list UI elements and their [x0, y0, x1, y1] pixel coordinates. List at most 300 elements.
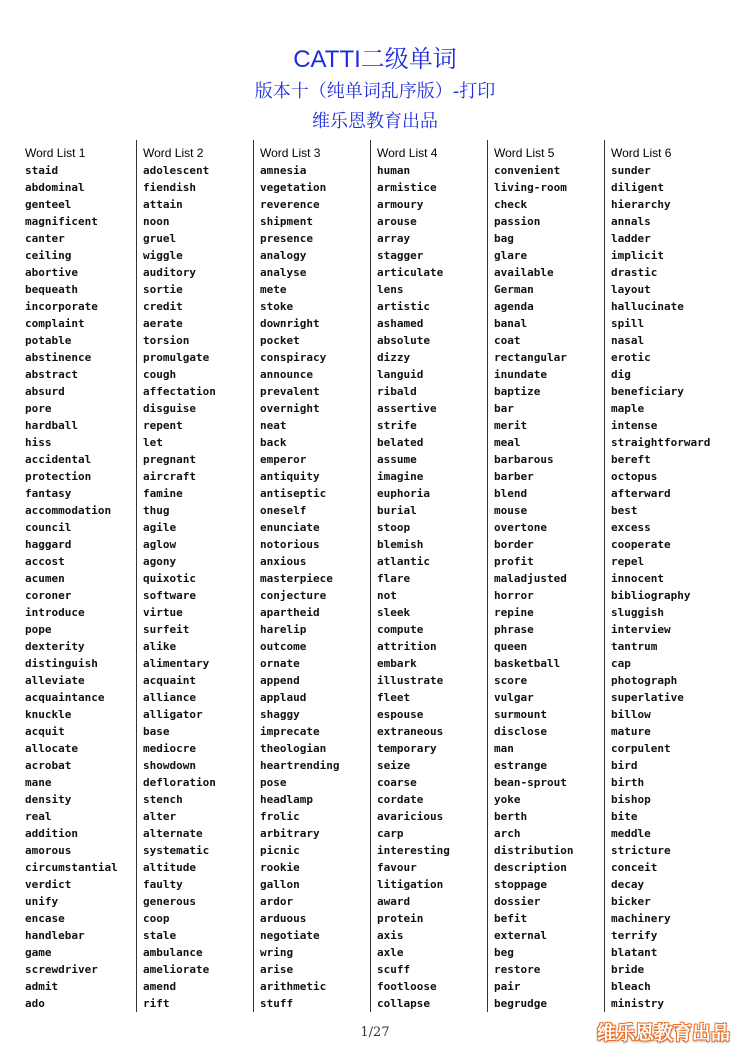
vocabulary-word: staid	[25, 164, 59, 177]
vocabulary-word: assume	[377, 453, 417, 466]
vocabulary-word: defloration	[143, 776, 216, 789]
vocabulary-word: amorous	[25, 844, 72, 857]
vocabulary-word: theologian	[260, 742, 327, 755]
vocabulary-word: reverence	[260, 198, 320, 211]
vocabulary-word: straightforward	[611, 436, 711, 449]
page-number: 1/27	[360, 1025, 390, 1040]
vocabulary-word: stricture	[611, 844, 671, 857]
vocabulary-word: pope	[25, 623, 52, 636]
vocabulary-word: noon	[143, 215, 170, 228]
vocabulary-word: seize	[377, 759, 411, 772]
vocabulary-word: acumen	[25, 572, 65, 585]
vocabulary-word: innocent	[611, 572, 664, 585]
vocabulary-word: ambulance	[143, 946, 203, 959]
document-subtitle: 版本十（纯单词乱序版）-打印	[254, 81, 496, 102]
vocabulary-word: protein	[377, 912, 424, 925]
vocabulary-word: picnic	[260, 844, 300, 857]
vocabulary-word: torsion	[143, 334, 190, 347]
vocabulary-word: collapse	[377, 997, 430, 1010]
vocabulary-word: beg	[494, 946, 514, 959]
word-list-title: Word List 2	[143, 146, 204, 160]
vocabulary-word: pregnant	[143, 453, 196, 466]
vocabulary-word: repent	[143, 419, 183, 432]
vocabulary-word: maple	[611, 402, 645, 415]
vocabulary-word: overtone	[494, 521, 547, 534]
vocabulary-word: carp	[377, 827, 404, 840]
vocabulary-word: arise	[260, 963, 294, 976]
vocabulary-word: hiss	[25, 436, 52, 449]
vocabulary-word: ameliorate	[143, 963, 210, 976]
vocabulary-word: aerate	[143, 317, 183, 330]
vocabulary-word: ladder	[611, 232, 651, 245]
vocabulary-word: erotic	[611, 351, 651, 364]
vocabulary-word: conjecture	[260, 589, 327, 602]
vocabulary-word: cough	[143, 368, 177, 381]
vocabulary-word: systematic	[143, 844, 210, 857]
word-list-title: Word List 3	[260, 146, 321, 160]
vocabulary-word: interesting	[377, 844, 450, 857]
vocabulary-word: belated	[377, 436, 424, 449]
word-list-column	[19, 140, 136, 1012]
vocabulary-word: coop	[143, 912, 170, 925]
vocabulary-word: aglow	[143, 538, 177, 551]
vocabulary-word: afterward	[611, 487, 671, 500]
vocabulary-word: profit	[494, 555, 534, 568]
vocabulary-word: cordate	[377, 793, 424, 806]
vocabulary-word: heartrending	[260, 759, 340, 772]
vocabulary-word: let	[143, 436, 163, 449]
vocabulary-word: introduce	[25, 606, 85, 619]
vocabulary-word: apartheid	[260, 606, 320, 619]
vocabulary-word: amnesia	[260, 164, 307, 177]
vocabulary-word: acrobat	[25, 759, 72, 772]
vocabulary-word: protection	[25, 470, 92, 483]
vocabulary-word: antiquity	[260, 470, 320, 483]
vocabulary-word: real	[25, 810, 52, 823]
vocabulary-word: berth	[494, 810, 528, 823]
vocabulary-word: ribald	[377, 385, 417, 398]
vocabulary-word: award	[377, 895, 411, 908]
vocabulary-word: avaricious	[377, 810, 444, 823]
vocabulary-word: density	[25, 793, 72, 806]
vocabulary-word: yoke	[494, 793, 521, 806]
vocabulary-word: blatant	[611, 946, 658, 959]
vocabulary-word: footloose	[377, 980, 437, 993]
vocabulary-word: pair	[494, 980, 521, 993]
vocabulary-word: stoppage	[494, 878, 547, 891]
word-list-columns	[19, 140, 729, 1012]
vocabulary-word: handlebar	[25, 929, 85, 942]
vocabulary-word: neat	[260, 419, 287, 432]
vocabulary-word: accost	[25, 555, 65, 568]
vocabulary-word: espouse	[377, 708, 424, 721]
vocabulary-word: machinery	[611, 912, 671, 925]
vocabulary-word: adolescent	[143, 164, 210, 177]
vocabulary-word: presence	[260, 232, 313, 245]
vocabulary-word: bleach	[611, 980, 651, 993]
vocabulary-word: applaud	[260, 691, 307, 704]
vocabulary-word: horror	[494, 589, 534, 602]
vocabulary-word: merit	[494, 419, 528, 432]
vocabulary-word: extraneous	[377, 725, 444, 738]
vocabulary-word: anxious	[260, 555, 307, 568]
vocabulary-word: burial	[377, 504, 417, 517]
vocabulary-word: mature	[611, 725, 651, 738]
vocabulary-word: euphoria	[377, 487, 430, 500]
vocabulary-word: dexterity	[25, 640, 85, 653]
vocabulary-word: bean-sprout	[494, 776, 567, 789]
vocabulary-word: man	[494, 742, 514, 755]
vocabulary-word: layout	[611, 283, 651, 296]
vocabulary-word: harelip	[260, 623, 307, 636]
vocabulary-word: alike	[143, 640, 177, 653]
vocabulary-word: abstract	[25, 368, 78, 381]
vocabulary-word: surmount	[494, 708, 547, 721]
vocabulary-word: stoop	[377, 521, 411, 534]
vocabulary-word: terrify	[611, 929, 658, 942]
vocabulary-word: diligent	[611, 181, 664, 194]
vocabulary-word: repel	[611, 555, 645, 568]
vocabulary-word: fiendish	[143, 181, 196, 194]
vocabulary-word: acquaint	[143, 674, 196, 687]
vocabulary-word: begrudge	[494, 997, 547, 1010]
vocabulary-word: gruel	[143, 232, 177, 245]
vocabulary-word: incorporate	[25, 300, 98, 313]
vocabulary-word: assertive	[377, 402, 437, 415]
word-list-title: Word List 1	[25, 146, 86, 160]
vocabulary-word: cooperate	[611, 538, 671, 551]
vocabulary-word: repine	[494, 606, 534, 619]
page-header	[0, 44, 750, 136]
vocabulary-word: accidental	[25, 453, 92, 466]
vocabulary-word: magnificent	[25, 215, 98, 228]
vocabulary-word: arduous	[260, 912, 307, 925]
vocabulary-word: credit	[143, 300, 183, 313]
vocabulary-word: flare	[377, 572, 411, 585]
vocabulary-word: ardor	[260, 895, 294, 908]
vocabulary-word: temporary	[377, 742, 437, 755]
vocabulary-word: stagger	[377, 249, 424, 262]
vocabulary-word: famine	[143, 487, 183, 500]
vocabulary-word: sunder	[611, 164, 651, 177]
vocabulary-word: fantasy	[25, 487, 72, 500]
vocabulary-word: articulate	[377, 266, 444, 279]
vocabulary-word: alter	[143, 810, 177, 823]
vocabulary-word: annals	[611, 215, 651, 228]
vocabulary-word: ceiling	[25, 249, 72, 262]
vocabulary-word: stoke	[260, 300, 294, 313]
publisher-line: 维乐恩教育出品	[312, 111, 438, 132]
vocabulary-word: meal	[494, 436, 521, 449]
vocabulary-word: absurd	[25, 385, 65, 398]
vocabulary-word: vegetation	[260, 181, 327, 194]
publisher-watermark: 维乐恩教育出品	[596, 1022, 730, 1044]
vocabulary-word: antiseptic	[260, 487, 327, 500]
vocabulary-word: restore	[494, 963, 541, 976]
vocabulary-word: tantrum	[611, 640, 658, 653]
vocabulary-word: arouse	[377, 215, 417, 228]
vocabulary-word: atlantic	[377, 555, 430, 568]
vocabulary-word: imprecate	[260, 725, 320, 738]
vocabulary-word: artistic	[377, 300, 430, 313]
vocabulary-word: favour	[377, 861, 417, 874]
vocabulary-word: haggard	[25, 538, 72, 551]
word-list-title: Word List 4	[377, 146, 438, 160]
vocabulary-word: decay	[611, 878, 645, 891]
vocabulary-word: score	[494, 674, 528, 687]
vocabulary-word: faulty	[143, 878, 183, 891]
vocabulary-word: gallon	[260, 878, 300, 891]
vocabulary-word: befit	[494, 912, 528, 925]
word-list-column	[370, 140, 487, 1012]
vocabulary-word: distribution	[494, 844, 574, 857]
vocabulary-word: promulgate	[143, 351, 210, 364]
vocabulary-word: circumstantial	[25, 861, 118, 874]
vocabulary-word: oneself	[260, 504, 307, 517]
vocabulary-word: external	[494, 929, 547, 942]
vocabulary-word: estrange	[494, 759, 547, 772]
vocabulary-word: base	[143, 725, 170, 738]
vocabulary-word: alimentary	[143, 657, 210, 670]
vocabulary-word: absolute	[377, 334, 430, 347]
vocabulary-word: stale	[143, 929, 177, 942]
vocabulary-word: best	[611, 504, 638, 517]
vocabulary-word: arithmetic	[260, 980, 327, 993]
vocabulary-word: bar	[494, 402, 514, 415]
vocabulary-word: notorious	[260, 538, 320, 551]
vocabulary-word: description	[494, 861, 567, 874]
vocabulary-word: barbarous	[494, 453, 554, 466]
vocabulary-word: hierarchy	[611, 198, 671, 211]
vocabulary-word: game	[25, 946, 52, 959]
vocabulary-word: rectangular	[494, 351, 567, 364]
vocabulary-word: abortive	[25, 266, 78, 279]
vocabulary-word: alligator	[143, 708, 203, 721]
vocabulary-word: showdown	[143, 759, 196, 772]
vocabulary-word: alternate	[143, 827, 203, 840]
vocabulary-word: German	[494, 283, 534, 296]
vocabulary-word: ashamed	[377, 317, 424, 330]
vocabulary-word: lens	[377, 283, 404, 296]
vocabulary-word: hallucinate	[611, 300, 684, 313]
vocabulary-word: abstinence	[25, 351, 92, 364]
vocabulary-word: shipment	[260, 215, 313, 228]
vocabulary-word: prevalent	[260, 385, 320, 398]
vocabulary-word: software	[143, 589, 196, 602]
vocabulary-word: masterpiece	[260, 572, 333, 585]
word-list-title: Word List 5	[494, 146, 555, 160]
vocabulary-word: mediocre	[143, 742, 196, 755]
vocabulary-word: compute	[377, 623, 424, 636]
vocabulary-word: overnight	[260, 402, 320, 415]
vocabulary-word: frolic	[260, 810, 300, 823]
vocabulary-word: hardball	[25, 419, 78, 432]
vocabulary-word: bite	[611, 810, 638, 823]
vocabulary-word: virtue	[143, 606, 183, 619]
vocabulary-word: agony	[143, 555, 177, 568]
vocabulary-word: maladjusted	[494, 572, 567, 585]
vocabulary-word: ministry	[611, 997, 664, 1010]
vocabulary-word: stuff	[260, 997, 294, 1010]
vocabulary-word: languid	[377, 368, 424, 381]
vocabulary-word: bereft	[611, 453, 651, 466]
vocabulary-word: analyse	[260, 266, 307, 279]
vocabulary-word: sluggish	[611, 606, 664, 619]
vocabulary-word: aircraft	[143, 470, 196, 483]
vocabulary-word: disclose	[494, 725, 547, 738]
vocabulary-word: quixotic	[143, 572, 196, 585]
vocabulary-word: negotiate	[260, 929, 320, 942]
vocabulary-word: axis	[377, 929, 404, 942]
vocabulary-word: conspiracy	[260, 351, 327, 364]
vocabulary-word: banal	[494, 317, 528, 330]
vocabulary-word: potable	[25, 334, 72, 347]
vocabulary-word: stench	[143, 793, 183, 806]
vocabulary-word: amend	[143, 980, 177, 993]
vocabulary-word: acquaintance	[25, 691, 105, 704]
word-list-column	[604, 140, 721, 1012]
vocabulary-word: dizzy	[377, 351, 411, 364]
vocabulary-word: knuckle	[25, 708, 72, 721]
vocabulary-word: pore	[25, 402, 52, 415]
document-title: CATTI二级单词	[293, 46, 457, 73]
vocabulary-word: acquit	[25, 725, 65, 738]
vocabulary-word: ado	[25, 997, 45, 1010]
vocabulary-word: nasal	[611, 334, 645, 347]
vocabulary-word: baptize	[494, 385, 541, 398]
vocabulary-word: strife	[377, 419, 417, 432]
vocabulary-word: abdominal	[25, 181, 85, 194]
word-list-column	[253, 140, 370, 1012]
vocabulary-word: attrition	[377, 640, 437, 653]
vocabulary-word: coat	[494, 334, 521, 347]
vocabulary-word: cap	[611, 657, 631, 670]
vocabulary-word: vulgar	[494, 691, 534, 704]
vocabulary-word: allocate	[25, 742, 78, 755]
vocabulary-word: mete	[260, 283, 287, 296]
vocabulary-word: conceit	[611, 861, 658, 874]
vocabulary-word: complaint	[25, 317, 85, 330]
vocabulary-word: check	[494, 198, 528, 211]
vocabulary-word: drastic	[611, 266, 658, 279]
vocabulary-word: accommodation	[25, 504, 112, 517]
vocabulary-word: bicker	[611, 895, 651, 908]
vocabulary-word: fleet	[377, 691, 411, 704]
vocabulary-word: auditory	[143, 266, 196, 279]
vocabulary-word: mane	[25, 776, 52, 789]
vocabulary-word: convenient	[494, 164, 561, 177]
vocabulary-word: alleviate	[25, 674, 85, 687]
vocabulary-word: unify	[25, 895, 59, 908]
vocabulary-word: array	[377, 232, 411, 245]
vocabulary-word: intense	[611, 419, 658, 432]
vocabulary-word: corpulent	[611, 742, 671, 755]
vocabulary-word: emperor	[260, 453, 307, 466]
vocabulary-word: sortie	[143, 283, 183, 296]
vocabulary-word: photograph	[611, 674, 678, 687]
vocabulary-word: barber	[494, 470, 534, 483]
vocabulary-word: litigation	[377, 878, 444, 891]
vocabulary-word: arbitrary	[260, 827, 320, 840]
vocabulary-word: imagine	[377, 470, 424, 483]
vocabulary-word: sleek	[377, 606, 411, 619]
vocabulary-word: bequeath	[25, 283, 78, 296]
vocabulary-word: basketball	[494, 657, 561, 670]
vocabulary-word: octopus	[611, 470, 658, 483]
vocabulary-word: excess	[611, 521, 651, 534]
vocabulary-word: agile	[143, 521, 177, 534]
word-list-title: Word List 6	[611, 146, 672, 160]
vocabulary-word: inundate	[494, 368, 547, 381]
word-list-column	[136, 140, 253, 1012]
vocabulary-word: human	[377, 164, 411, 177]
vocabulary-word: not	[377, 589, 397, 602]
vocabulary-word: downright	[260, 317, 320, 330]
vocabulary-word: coroner	[25, 589, 72, 602]
vocabulary-word: phrase	[494, 623, 534, 636]
vocabulary-word: agenda	[494, 300, 534, 313]
vocabulary-word: mouse	[494, 504, 528, 517]
vocabulary-word: bishop	[611, 793, 651, 806]
vocabulary-word: armistice	[377, 181, 437, 194]
vocabulary-word: dossier	[494, 895, 541, 908]
vocabulary-word: enunciate	[260, 521, 320, 534]
vocabulary-word: analogy	[260, 249, 307, 262]
vocabulary-word: living-room	[494, 181, 567, 194]
vocabulary-word: outcome	[260, 640, 307, 653]
vocabulary-word: surfeit	[143, 623, 190, 636]
vocabulary-word: interview	[611, 623, 671, 636]
vocabulary-word: altitude	[143, 861, 196, 874]
vocabulary-word: encase	[25, 912, 65, 925]
vocabulary-word: dig	[611, 368, 631, 381]
vocabulary-word: screwdriver	[25, 963, 98, 976]
vocabulary-word: axle	[377, 946, 404, 959]
vocabulary-word: admit	[25, 980, 59, 993]
vocabulary-word: addition	[25, 827, 78, 840]
vocabulary-word: implicit	[611, 249, 664, 262]
vocabulary-word: superlative	[611, 691, 684, 704]
vocabulary-word: arch	[494, 827, 521, 840]
vocabulary-word: spill	[611, 317, 645, 330]
vocabulary-word: coarse	[377, 776, 417, 789]
vocabulary-word: bride	[611, 963, 645, 976]
vocabulary-word: ornate	[260, 657, 300, 670]
vocabulary-word: blend	[494, 487, 528, 500]
vocabulary-word: bird	[611, 759, 638, 772]
vocabulary-word: embark	[377, 657, 417, 670]
vocabulary-word: wiggle	[143, 249, 183, 262]
vocabulary-word: distinguish	[25, 657, 98, 670]
vocabulary-word: announce	[260, 368, 313, 381]
vocabulary-word: billow	[611, 708, 651, 721]
vocabulary-word: canter	[25, 232, 65, 245]
vocabulary-word: blemish	[377, 538, 424, 551]
vocabulary-word: attain	[143, 198, 183, 211]
vocabulary-word: border	[494, 538, 534, 551]
vocabulary-word: headlamp	[260, 793, 313, 806]
vocabulary-word: genteel	[25, 198, 72, 211]
vocabulary-word: beneficiary	[611, 385, 684, 398]
vocabulary-word: alliance	[143, 691, 196, 704]
word-list-column	[487, 140, 604, 1012]
vocabulary-word: rift	[143, 997, 170, 1010]
vocabulary-word: pocket	[260, 334, 300, 347]
vocabulary-word: bibliography	[611, 589, 691, 602]
vocabulary-word: bag	[494, 232, 514, 245]
vocabulary-word: passion	[494, 215, 541, 228]
vocabulary-word: available	[494, 266, 554, 279]
